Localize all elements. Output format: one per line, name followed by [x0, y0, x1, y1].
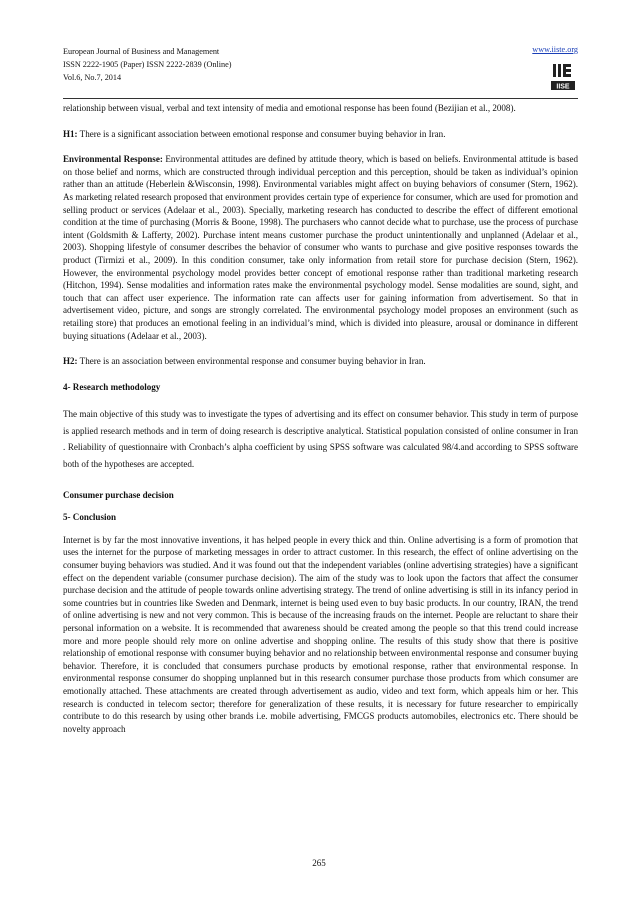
issn-line: ISSN 2222-1905 (Paper) ISSN 2222-2839 (Online): [63, 60, 232, 69]
hypothesis-2-label: H2:: [63, 356, 78, 367]
paragraph-continuation: relationship between visual, verbal and text intensity of media and emotional response has been found (Bezijian et al., 2008).: [63, 103, 516, 113]
hypothesis-1-label: H1:: [63, 128, 78, 139]
environmental-response-label: Environmental Response:: [63, 154, 163, 165]
hypothesis-1: [63, 128, 578, 141]
journal-website-link[interactable]: www.iiste.org: [532, 45, 578, 54]
section-5-heading: 5- Conclusion: [63, 512, 117, 523]
page-number: 265: [312, 858, 326, 868]
environmental-response-paragraph: [63, 153, 578, 342]
environmental-response-text: Environmental attitudes are defined by attitude theory, which is based on beliefs. Environmental attitude is based on those belief and norms, which are constructed through individual perception and this perception, should be taken as individual’s opinion rather than an attitude (Heberlein &Wisconsin, 1998). Environmental variables might affect on buying behaviors of consumer (Stern, 1962). As marketing related research proposed that environment provides certain type of experience for consumer, which are used for promotion and selling product or services (Adelaar et al., 2003). Specially, marketing research has conducted to describe the effect of different emotional condition at the time of purchasing (Morris & Boone, 1998). The purchasers who cannot decide what to purchase, use the process of purchase intent (Goldsmith & Lafferty, 2002). Purchase intent means customer purchase the product unintentionally and unplanned (Adelaar et al., 2003). Shopping lifestyle of consumer describes the behavior of consumer who wants to purchase and give positive responses towards the product (Tirmizi et al., 2009). In this condition consumer, take only information from retail store for purchase decision (Stern, 1962). However, the environmental psychology model provides better concept of emotional response rather than traditional marketing research (Hitchon, 1994). Sense modalities and information rates make the environmental psychology model. Sense modalities are sound, sight, and touch that can affect user experience. The information rate can affects user for gaining information from advertisement. So that in advertisement video, picture, and songs are strongly correlated. The environmental psychology model proposes an environment (such as retailing store) that produces an emotional feeling in an individual’s mind, which is divided into pleasure, arousal or dominance in different buying situations (Adelaar et al., 2003).: [63, 154, 578, 341]
section-5-text: Internet is by far the most innovative inventions, it has helped people in every thick and thin. Online advertising is a form of promotion that uses the internet for the purpose of marketing messages in order to attract customer. In this research, the effect of online advertising on the consumer buying behaviors was studied. And it was found out that the independent variables (online advertising strategies) have a significant effect on the dependent variable (consumer purchase decision). The aim of the study was to look upon the factors that affect the consumer purchase decision and the attitude of people towards online advertising strategy. The trend of online advertising is still in its infancy period in some countries but in countries like Sweden and Denmark, internet is being used even to buy basic products. In our country, IRAN, the trend of online advertising is new and not very common. This is because of the increasing frauds on the internet. People are reluctant to share their personal information on a website. It is recommended that awareness should be created among the people so that this trend could increase more and more people should rely more on online advertise and shopping online. The results of this study show that there is positive relationship of emotional response with consumer buying behavior and no relationship between environmental response and consumer buying behavior. Therefore, it is concluded that consumers purchase products by emotional response, rather that environmental response. In environmental response consumer do shopping unplanned but in this research consumer purchase those products from which consumer are emotionally attached. These attachments are created through advertisement as audio, video and text form, which appeals him or her. This research is conducted in telecom sector; therefore for generalization of these results, it is necessary for future researcher to empirically contribute to do this research by using other brands i.e. mobile advertising, FMCGS products automobiles, electronics etc. There should be novelty approach: [63, 534, 578, 734]
svg-text:IISE: IISE: [556, 83, 570, 91]
hypothesis-1-text: There is a significant association between emotional response and consumer buying behavior in Iran.: [77, 128, 446, 139]
header-rule: [63, 98, 578, 99]
volume-line: Vol.6, No.7, 2014: [63, 73, 122, 82]
section-4-text: The main objective of this study was to investigate the types of advertising and its effect on consumer behavior. This study in term of purpose is applied research methods and in term of doing research is descriptive analytical. Statistical population consisted of online consumer in Iran . Reliability of questionnaire with Cronbach’s alpha coefficient by using SPSS software was calculated 98/4.and according to SPSS software both of the hypotheses are accepted.: [63, 409, 578, 470]
section-4-heading: 4- Research methodology: [63, 381, 161, 392]
hypothesis-2: [63, 355, 578, 368]
iiste-logo: [550, 62, 576, 92]
consumer-purchase-heading: Consumer purchase decision: [63, 489, 174, 500]
page-header: [63, 45, 578, 95]
page-body: [63, 102, 578, 735]
journal-name: European Journal of Business and Management: [63, 47, 220, 56]
hypothesis-2-text: There is an association between environmental response and consumer buying behavior in Iran.: [77, 356, 426, 367]
